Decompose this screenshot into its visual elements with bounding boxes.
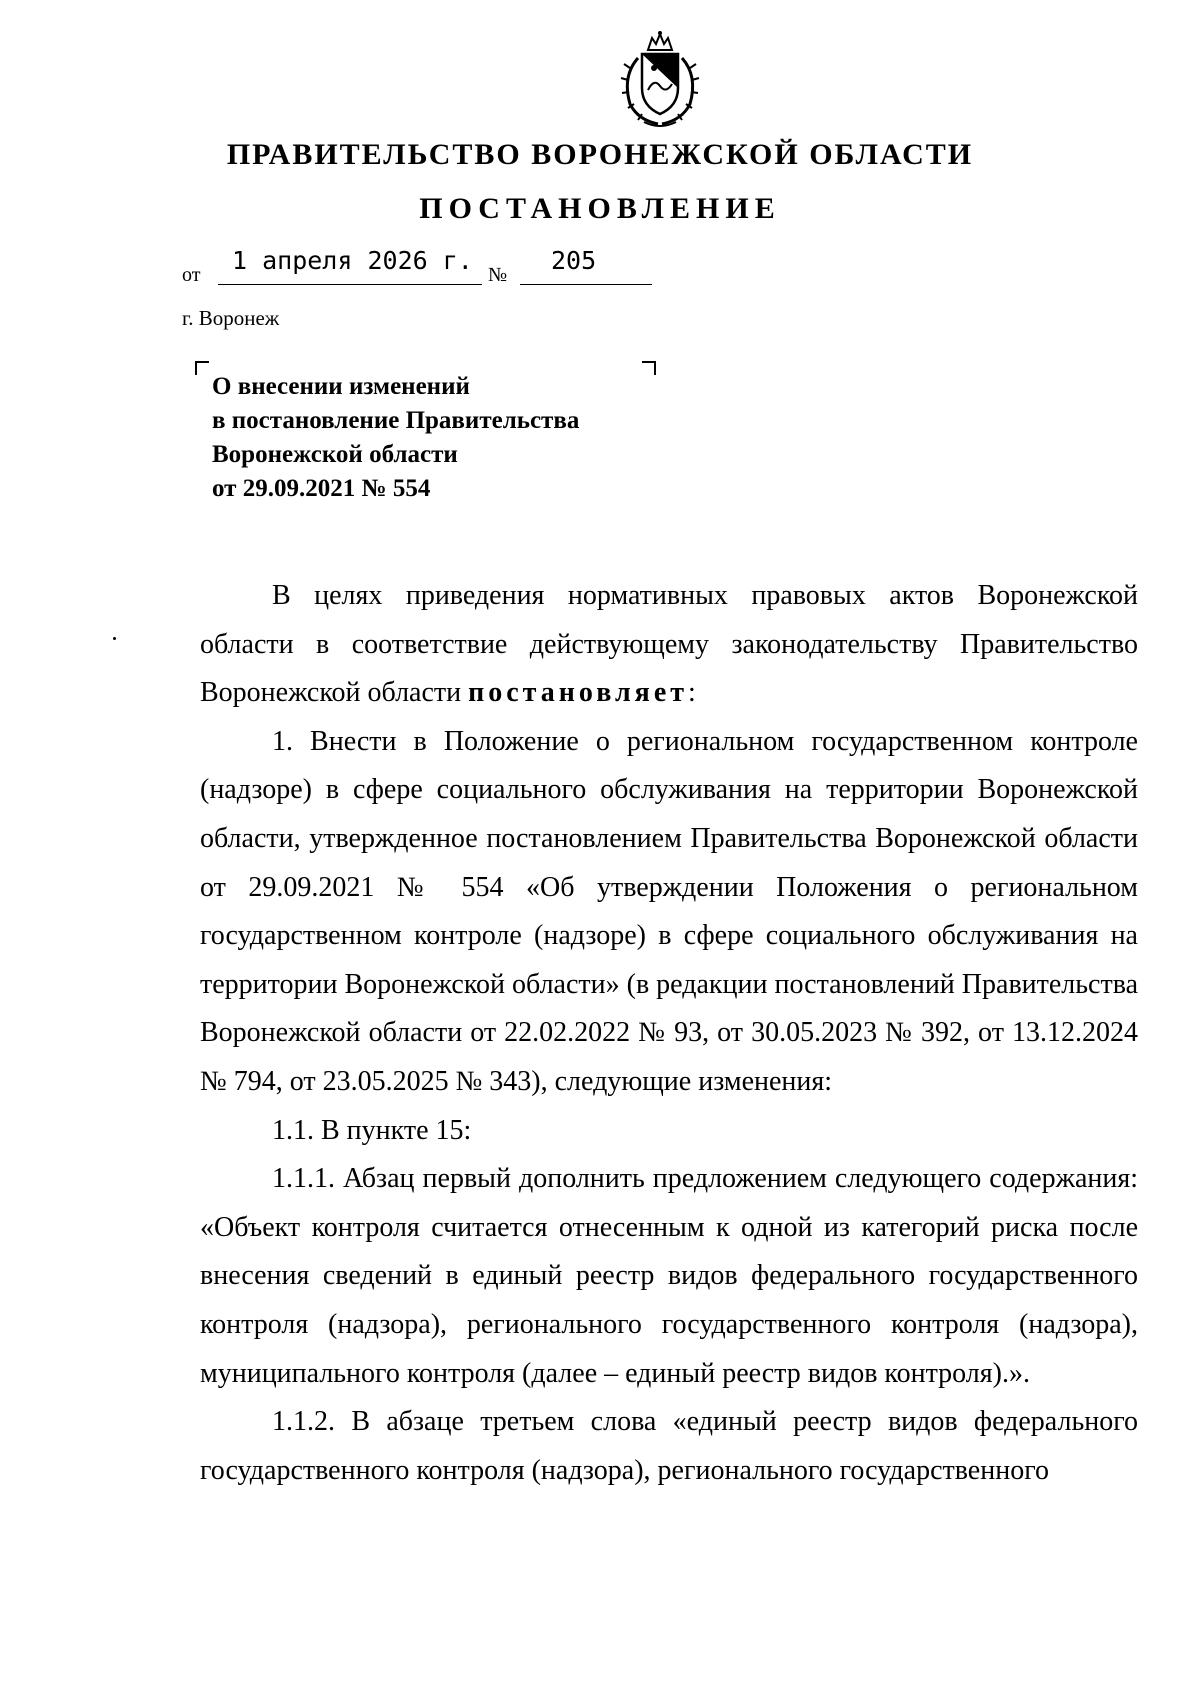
document-body <box>200 572 1138 1495</box>
city: г. Воронеж <box>182 306 280 330</box>
decree-word: постановляет <box>468 677 689 709</box>
paragraph-1-1-2: 1.1.2. В абзаце третьем слова «единый реестр видов федерального государственного контроля (надзора), регионального государственного <box>200 1406 1138 1486</box>
bracket-top-left <box>195 361 209 375</box>
paragraph-1: 1. Внести в Положение о региональном государственном контроле (надзоре) в сфере социального обслуживания на территории Воронежской области, утвержденное постановлением Правительства Воронежской области от 29.09.2021 № 554 «Об утверждении Положения о региональном государственном контроле (надзоре) в сфере социального обслуживания на территории Воронежской области» (в редакции постановлений Правительства Воронежской области от 22.02.2022 № 93, от 30.05.2023 № 392, от 13.12.2024 № 794, от 23.05.2025 № 343), следующие изменения: <box>200 725 1138 1097</box>
decree-colon: : <box>688 677 696 709</box>
document-number: 205 <box>551 246 597 275</box>
from-label: от <box>182 264 201 286</box>
paragraph-1-1-1: 1.1.1. Абзац первый дополнить предложением следующего содержания: «Объект контроля считается отнесенным к одной из категорий риска после внесения сведений в единый реестр видов федерального государственного контроля (надзора), регионального государственного контроля (надзора), муниципального контроля (далее – единый реестр видов контроля).». <box>200 1163 1138 1389</box>
government-title: ПРАВИТЕЛЬСТВО ВОРОНЕЖСКОЙ ОБЛАСТИ <box>226 138 974 171</box>
date-line <box>218 284 482 285</box>
subject-line: в постановление Правительства <box>212 407 580 434</box>
document-subject <box>212 370 579 506</box>
paragraph-1-1: 1.1. В пункте 15: <box>272 1114 472 1146</box>
number-label: № <box>488 264 508 286</box>
intro-text: В целях приведения нормативных правовых актов Воронежской области в соответствие действующему законодательству Правительство Воронежской области <box>200 580 1138 709</box>
intro-paragraph <box>200 572 1138 718</box>
subject-line: Воронежской области <box>212 441 458 468</box>
voronezh-coat-of-arms-icon <box>608 28 712 132</box>
bracket-top-right <box>642 361 656 375</box>
subject-line: О внесении изменений <box>212 373 470 400</box>
document-date: 1 апреля 2026 г. <box>232 246 473 275</box>
subject-line: от 29.09.2021 № 554 <box>212 475 431 502</box>
document-type: ПОСТАНОВЛЕНИЕ <box>419 192 781 225</box>
scan-speck <box>113 637 116 640</box>
number-line <box>520 284 652 285</box>
